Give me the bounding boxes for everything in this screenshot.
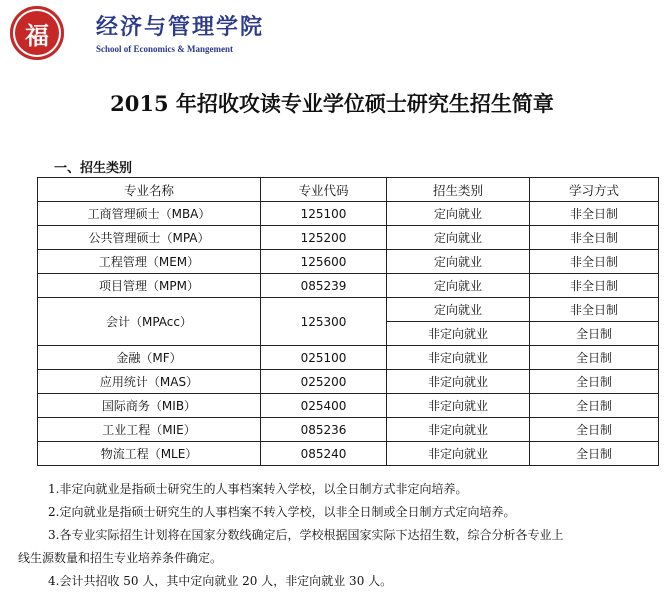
program-category: 非定向就业 [387,418,530,442]
note-item-continuation: 线生源数量和招生专业培养条件确定。 [18,551,223,565]
program-category: 非定向就业 [387,394,530,418]
note-item: 2.定向就业是指硕士研究生的人事档案不转入学校，以非全日制或全日制方式定向培养。 [48,505,516,519]
note-item: 3.各专业实际招生计划将在国家分数线确定后，学校根据国家实际下达招生数，综合分析各专业上 [48,528,564,542]
table-row [38,226,659,250]
table-row [38,202,659,226]
program-category: 定向就业 [387,274,530,298]
school-header [8,4,308,62]
program-code: 125600 [261,250,387,274]
program-name: 金融（MF） [38,346,261,370]
program-mode: 全日制 [530,322,659,346]
table-row [38,442,659,466]
logo-glyph: 福 [25,21,49,50]
program-name: 工业工程（MIE） [38,418,261,442]
header-name: 专业名称 [38,178,261,202]
program-code: 125200 [261,226,387,250]
program-mode: 非全日制 [530,274,659,298]
program-name: 项目管理（MPM） [38,274,261,298]
program-category: 定向就业 [387,202,530,226]
document-title: 2015 年招收攻读专业学位硕士研究生招生简章 [110,91,554,116]
program-code: 025100 [261,346,387,370]
table-header-row [38,178,659,202]
university-logo [10,6,64,60]
notes-section [18,478,658,593]
program-name: 会计（MPAcc） [38,298,261,346]
program-name: 应用统计（MAS） [38,370,261,394]
note-item: 1.非定向就业是指硕士研究生的人事档案转入学校，以全日制方式非定向培养。 [48,482,468,496]
table-row [38,370,659,394]
table-row [38,274,659,298]
program-mode: 非全日制 [530,250,659,274]
program-name: 工程管理（MEM） [38,250,261,274]
program-code: 025200 [261,370,387,394]
program-mode: 全日制 [530,442,659,466]
section-heading: 一、招生类别 [54,161,133,176]
table-row [38,418,659,442]
program-name: 国际商务（MIB） [38,394,261,418]
program-mode: 非全日制 [530,298,659,322]
program-name: 工商管理硕士（MBA） [38,202,261,226]
header-mode: 学习方式 [530,178,659,202]
program-mode: 全日制 [530,346,659,370]
program-code: 085240 [261,442,387,466]
program-category: 非定向就业 [387,322,530,346]
program-name: 公共管理硕士（MPA） [38,226,261,250]
program-code: 085239 [261,274,387,298]
table-row [38,298,659,322]
table-row [38,250,659,274]
program-mode: 全日制 [530,370,659,394]
school-name-cn: 经济与管理学院 [96,14,265,40]
program-category: 非定向就业 [387,370,530,394]
program-category: 定向就业 [387,250,530,274]
program-name: 物流工程（MLE） [38,442,261,466]
program-mode: 全日制 [530,394,659,418]
note-item: 4.会计共招收 50 人，其中定向就业 20 人，非定向就业 30 人。 [48,574,393,588]
header-category: 招生类别 [387,178,530,202]
table-row [38,394,659,418]
program-code: 125100 [261,202,387,226]
program-category: 定向就业 [387,298,530,322]
program-mode: 全日制 [530,418,659,442]
header-code: 专业代码 [261,178,387,202]
program-mode: 非全日制 [530,226,659,250]
program-table [37,177,659,466]
program-code: 085236 [261,418,387,442]
program-category: 非定向就业 [387,346,530,370]
program-mode: 非全日制 [530,202,659,226]
table-row [38,346,659,370]
program-category: 非定向就业 [387,442,530,466]
program-category: 定向就业 [387,226,530,250]
program-code: 125300 [261,298,387,346]
school-name-en: School of Economics & Mangement [96,44,233,54]
program-code: 025400 [261,394,387,418]
